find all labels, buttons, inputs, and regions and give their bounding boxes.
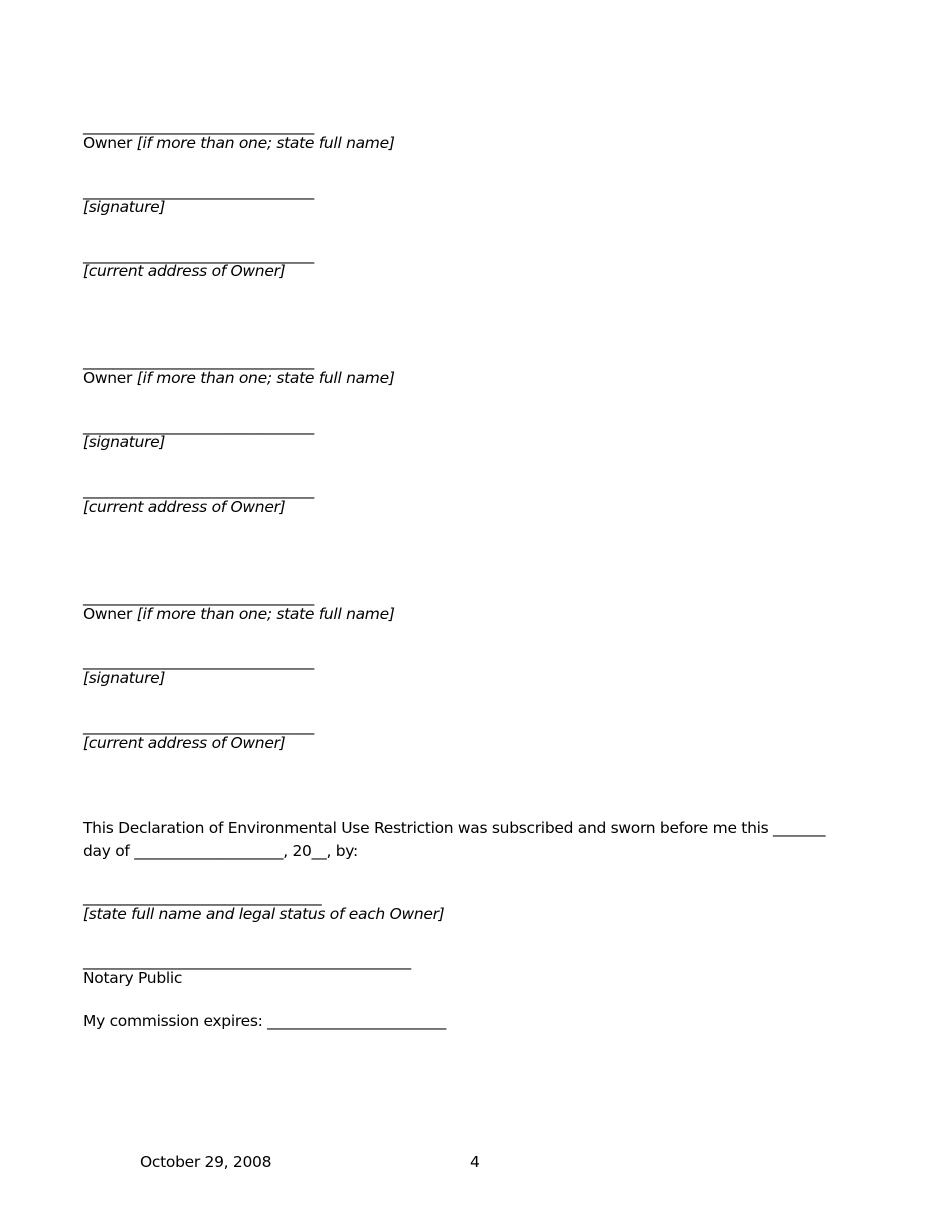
owner-status-line[interactable]: ________________________________ — [83, 888, 322, 906]
footer-date: October 29, 2008 — [140, 1153, 272, 1171]
address-line[interactable]: _______________________________ — [83, 246, 314, 264]
owner-note: [if more than one; state full name] — [136, 369, 395, 387]
owner-name-line[interactable]: _______________________________ — [83, 352, 314, 370]
owner-name-line[interactable]: _______________________________ — [83, 588, 314, 606]
owner-name-label — [83, 133, 395, 153]
owner-name-label — [83, 604, 395, 624]
commission-expires: My commission expires: ________________________ — [83, 1012, 446, 1030]
notary-statement-line-1: This Declaration of Environmental Use Restriction was subscribed and sworn before me this _______ — [83, 819, 826, 837]
signature-label: [signature] — [83, 433, 166, 451]
address-label: [current address of Owner] — [83, 734, 286, 752]
owner-name-label — [83, 368, 395, 388]
address-line[interactable]: _______________________________ — [83, 481, 314, 499]
notary-statement-line-2: day of ____________________, 20__, by: — [83, 842, 358, 860]
signature-line[interactable]: _______________________________ — [83, 417, 314, 435]
owner-label: Owner — [83, 605, 133, 623]
owner-note: [if more than one; state full name] — [136, 134, 395, 152]
address-label: [current address of Owner] — [83, 262, 286, 280]
owner-note: [if more than one; state full name] — [136, 605, 395, 623]
signature-line[interactable]: _______________________________ — [83, 652, 314, 670]
address-line[interactable]: _______________________________ — [83, 717, 314, 735]
notary-signature-line[interactable]: ____________________________________________ — [83, 952, 411, 970]
notary-public-label: Notary Public — [83, 969, 183, 987]
owner-name-line[interactable]: _______________________________ — [83, 117, 314, 135]
signature-label: [signature] — [83, 669, 166, 687]
signature-label: [signature] — [83, 198, 166, 216]
page-number: 4 — [470, 1153, 480, 1171]
address-label: [current address of Owner] — [83, 498, 286, 516]
owner-label: Owner — [83, 369, 133, 387]
owner-label: Owner — [83, 134, 133, 152]
signature-line[interactable]: _______________________________ — [83, 182, 314, 200]
owner-status-label: [state full name and legal status of each Owner] — [83, 905, 445, 923]
